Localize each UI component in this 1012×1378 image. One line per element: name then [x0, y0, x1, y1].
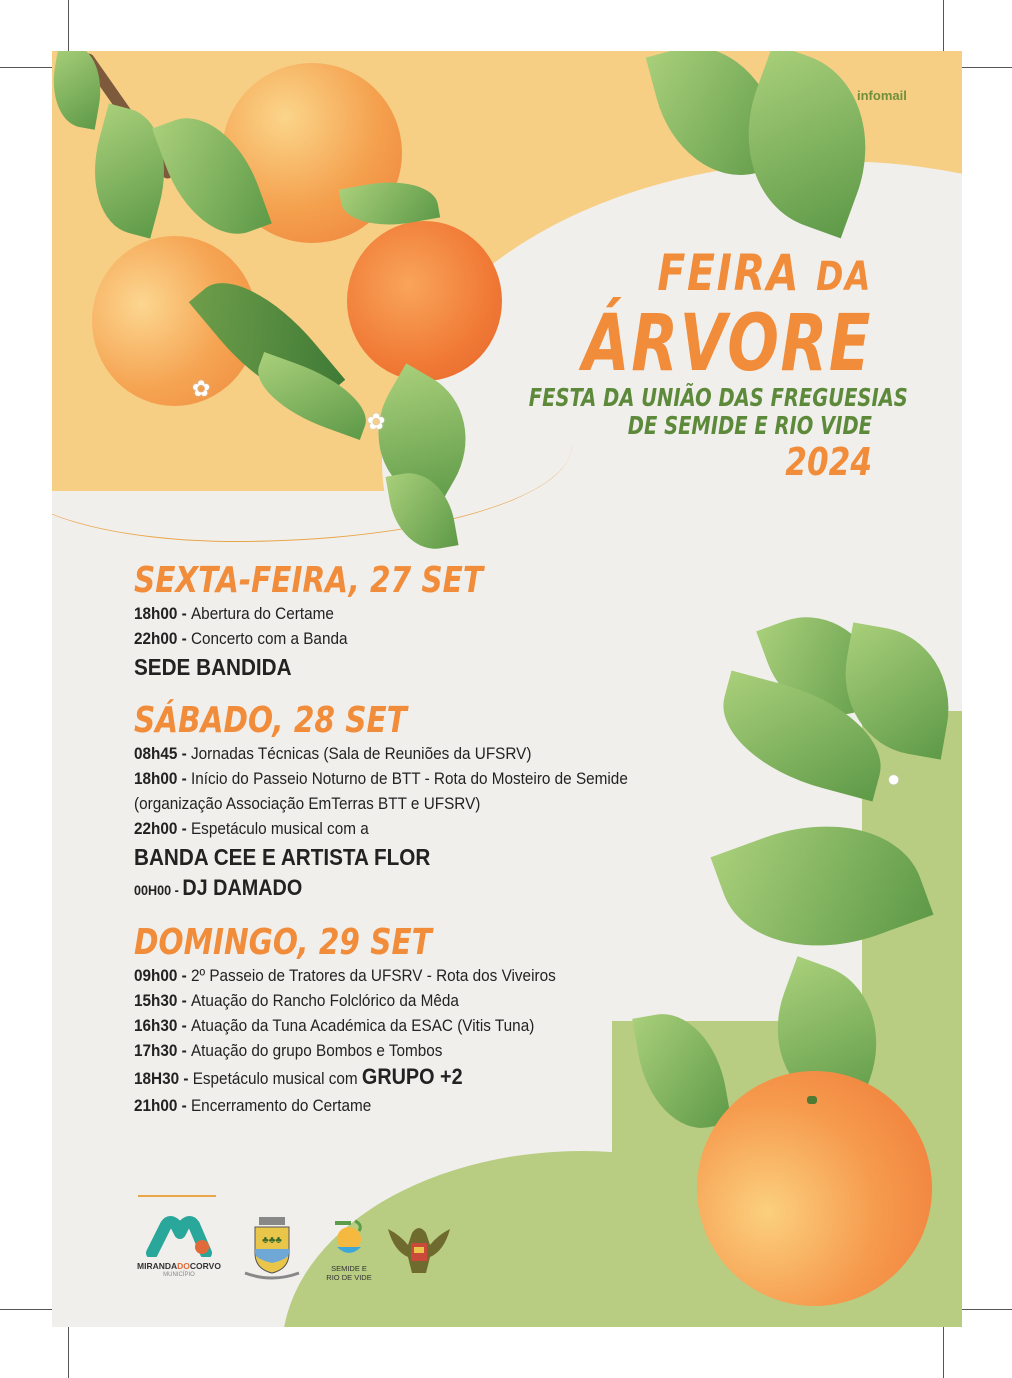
- day-title: DOMINGO, 29 SET: [134, 922, 432, 963]
- divider: [138, 1195, 216, 1197]
- event-row: [134, 873, 764, 905]
- event-highlight: GRUPO +2: [361, 1064, 463, 1089]
- orange-blossom-icon: ✿: [192, 376, 211, 401]
- infomail-label: infomail: [857, 88, 907, 103]
- event-time: 22h00: [134, 819, 178, 838]
- logo-label: RIO DE VIDE: [326, 1273, 372, 1282]
- event-row: [134, 601, 764, 626]
- logo-miranda-do-corvo: [134, 1213, 224, 1280]
- title-word-feira: FEIRA: [657, 244, 801, 302]
- poster-title: [432, 244, 908, 484]
- semide-rio-vide-icon: [319, 1217, 379, 1259]
- crop-mark: [0, 67, 55, 68]
- event-text: Atuação do Rancho Folclórico da Mêda: [190, 991, 459, 1010]
- day-title: SEXTA-FEIRA, 27 SET: [134, 560, 483, 601]
- event-time: 00H00: [134, 882, 172, 898]
- event-separator: -: [177, 629, 191, 648]
- event-separator: -: [171, 882, 183, 898]
- event-text: Atuação da Tuna Académica da ESAC (Vitis Tuna): [190, 1016, 535, 1035]
- sponsor-logos: [134, 1195, 494, 1305]
- event-time: 08h45: [134, 744, 178, 763]
- event-time: 18h00: [134, 604, 178, 623]
- crop-mark: [943, 0, 944, 55]
- event-text: Concerto com a Banda: [190, 629, 348, 648]
- event-time: 22h00: [134, 629, 178, 648]
- logo-text: CORVO: [189, 1261, 221, 1271]
- crop-mark: [957, 67, 1012, 68]
- day-saturday: [134, 701, 834, 905]
- event-row: [134, 1038, 764, 1063]
- coat-of-arms-icon: [239, 1213, 305, 1281]
- crop-mark: [957, 1309, 1012, 1310]
- eagle-emblem-icon: [386, 1215, 452, 1277]
- event-text: Jornadas Técnicas (Sala de Reuniões da UFSRV): [190, 744, 532, 763]
- event-row: [134, 791, 764, 816]
- logo-text: MIRANDA: [137, 1261, 178, 1271]
- poster: [52, 51, 962, 1327]
- event-headline: BANDA CEE E ARTISTA FLOR: [134, 844, 431, 870]
- subtitle-line-2: DE SEMIDE E RIO VIDE: [627, 411, 872, 440]
- event-text: (organização Associação EmTerras BTT e UFSRV): [134, 794, 481, 813]
- crop-mark: [68, 0, 69, 55]
- event-row: [134, 1013, 764, 1038]
- event-separator: -: [177, 819, 191, 838]
- event-time: 15h30: [134, 991, 178, 1010]
- event-headline: DJ DAMADO: [182, 875, 303, 900]
- event-separator: -: [177, 991, 191, 1010]
- event-separator: -: [179, 1069, 193, 1088]
- year: 2024: [785, 440, 872, 484]
- event-text: 2º Passeio de Tratores da UFSRV - Rota dos Viveiros: [190, 966, 556, 985]
- event-row: [134, 626, 764, 651]
- day-friday: [134, 561, 834, 683]
- event-time: 18H30: [134, 1069, 180, 1088]
- crop-mark: [68, 1322, 69, 1378]
- event-text: Abertura do Certame: [190, 604, 334, 623]
- event-row: [134, 816, 764, 841]
- title-line-1: [511, 246, 872, 304]
- event-text: Encerramento do Certame: [190, 1096, 372, 1115]
- title-word-da: DA: [816, 254, 872, 300]
- orange-blossom-icon: ✿: [367, 409, 386, 434]
- event-separator: -: [177, 744, 191, 763]
- event-time: 16h30: [134, 1016, 178, 1035]
- crop-mark: [0, 1309, 55, 1310]
- event-row: [134, 988, 764, 1013]
- logo-text: DO: [177, 1261, 190, 1271]
- orange-blossom-icon: ●: [887, 766, 901, 791]
- svg-text:♣♣♣: ♣♣♣: [262, 1235, 282, 1246]
- event-separator: -: [177, 1096, 191, 1115]
- logo-coat-of-arms-ufsrv: [239, 1213, 305, 1281]
- logo-label: [134, 1262, 224, 1271]
- event-row: [134, 741, 764, 766]
- event-text: Atuação do grupo Bombos e Tombos: [190, 1041, 443, 1060]
- event-separator: -: [177, 1016, 191, 1035]
- logo-eagle-emblem: [386, 1215, 452, 1277]
- event-text: Espetáculo musical com a: [190, 819, 369, 838]
- event-row: [134, 1063, 764, 1093]
- event-separator: -: [177, 1041, 191, 1060]
- event-time: 09h00: [134, 966, 178, 985]
- event-row: [134, 1093, 764, 1118]
- day-title: SÁBADO, 28 SET: [134, 700, 407, 741]
- event-time: 21h00: [134, 1096, 178, 1115]
- event-text: Início do Passeio Noturno de BTT - Rota do Mosteiro de Semide: [190, 769, 628, 788]
- event-headline: SEDE BANDIDA: [134, 654, 292, 680]
- event-time: 17h30: [134, 1041, 178, 1060]
- schedule: [134, 561, 834, 1134]
- event-separator: -: [177, 604, 191, 623]
- logo-semide-rio-vide: [319, 1217, 379, 1282]
- event-text: Espetáculo musical com: [192, 1069, 362, 1088]
- logo-label: SEMIDE E: [331, 1264, 367, 1273]
- subtitle-line-1: FESTA DA UNIÃO DAS FREGUESIAS: [528, 383, 908, 412]
- event-row: [134, 766, 764, 791]
- title-line-2: ÁRVORE: [582, 299, 872, 389]
- logo-sublabel: MUNICÍPIO: [163, 1272, 195, 1278]
- miranda-do-corvo-icon: [134, 1213, 224, 1257]
- event-time: 18h00: [134, 769, 178, 788]
- event-separator: -: [177, 769, 191, 788]
- day-sunday: [134, 923, 834, 1118]
- event-row: [134, 963, 764, 988]
- event-separator: -: [177, 966, 191, 985]
- crop-mark: [943, 1322, 944, 1378]
